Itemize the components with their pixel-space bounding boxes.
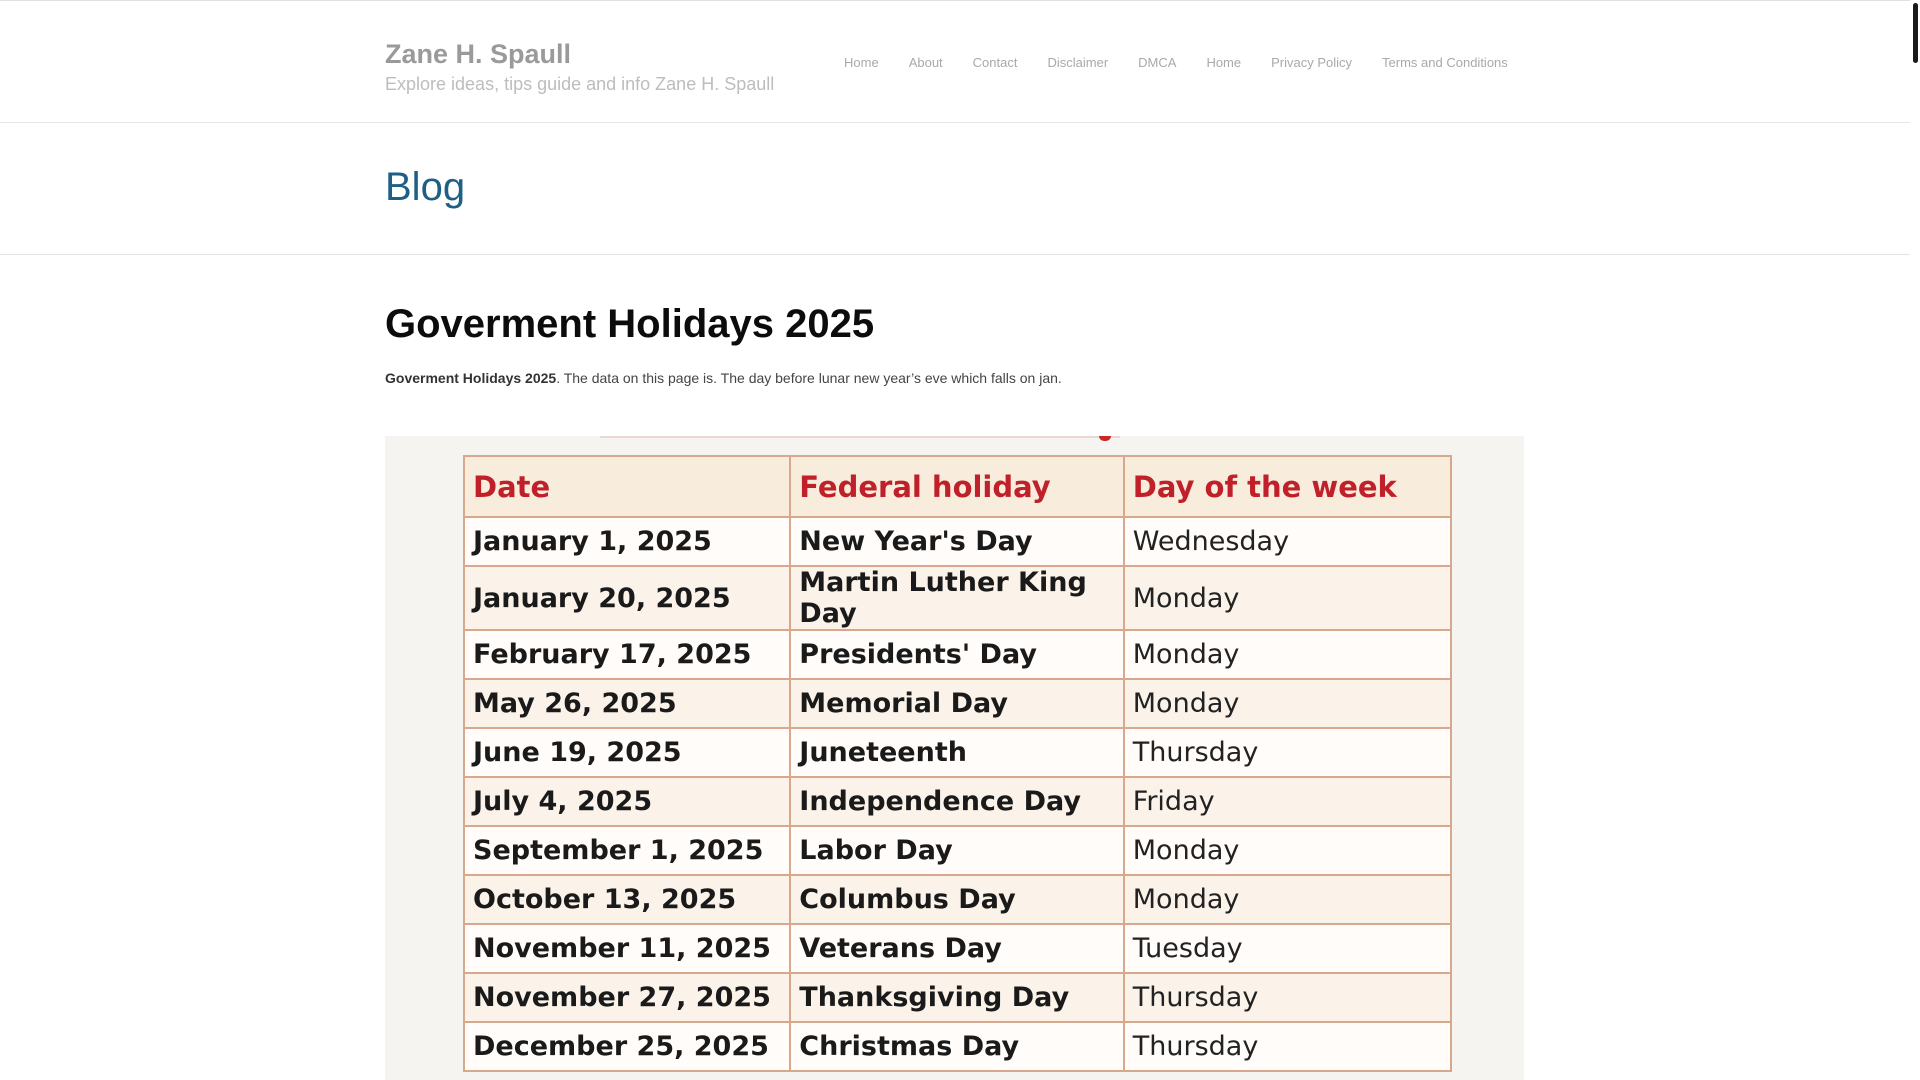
table-row [464, 566, 1451, 630]
table-row [464, 875, 1451, 924]
scrollbar-track[interactable] [1910, 0, 1920, 1080]
cell-date: November 27, 2025 [464, 973, 790, 1022]
cell-holiday: Presidents' Day [790, 630, 1123, 679]
cell-day: Monday [1124, 875, 1451, 924]
cell-day: Friday [1124, 777, 1451, 826]
scrollbar-thumb[interactable] [1913, 3, 1918, 63]
cell-holiday: Labor Day [790, 826, 1123, 875]
cell-day: Monday [1124, 566, 1451, 630]
nav-item-home-2[interactable]: Home [1206, 55, 1242, 70]
cell-day: Thursday [1124, 973, 1451, 1022]
table-row [464, 777, 1451, 826]
post-excerpt [385, 369, 1062, 387]
main-nav [844, 55, 1508, 71]
post-image[interactable] [385, 436, 1524, 1080]
page-title[interactable]: Blog [385, 165, 466, 209]
brand [385, 37, 774, 95]
nav-item-home[interactable]: Home [844, 55, 879, 70]
cell-date: May 26, 2025 [464, 679, 790, 728]
title-band [0, 123, 1910, 255]
cell-day: Thursday [1124, 728, 1451, 777]
holiday-table-body [464, 517, 1451, 1071]
cell-day: Monday [1124, 826, 1451, 875]
cell-holiday: Independence Day [790, 777, 1123, 826]
cell-day: Wednesday [1124, 517, 1451, 566]
column-header-holiday: Federal holiday [790, 456, 1123, 517]
cell-date: February 17, 2025 [464, 630, 790, 679]
table-row [464, 630, 1451, 679]
cell-date: December 25, 2025 [464, 1022, 790, 1071]
image-top-line [600, 436, 1120, 438]
site-title[interactable]: Zane H. Spaull [385, 39, 572, 69]
table-row [464, 973, 1451, 1022]
image-red-mark [1099, 436, 1111, 441]
nav-item-terms[interactable]: Terms and Conditions [1382, 55, 1508, 70]
post-excerpt-text: . The data on this page is. The day before lunar new year’s eve which falls on jan. [556, 370, 1062, 386]
table-row [464, 826, 1451, 875]
nav-item-privacy-policy[interactable]: Privacy Policy [1271, 55, 1353, 70]
cell-holiday: Columbus Day [790, 875, 1123, 924]
cell-holiday: Memorial Day [790, 679, 1123, 728]
holiday-table [463, 455, 1452, 1072]
cell-holiday: Thanksgiving Day [790, 973, 1123, 1022]
nav-item-dmca[interactable]: DMCA [1138, 55, 1177, 70]
cell-day: Monday [1124, 630, 1451, 679]
cell-date: July 4, 2025 [464, 777, 790, 826]
site-header [0, 0, 1910, 123]
table-row [464, 728, 1451, 777]
table-row [464, 924, 1451, 973]
post-excerpt-bold: Goverment Holidays 2025 [385, 370, 557, 386]
site-tagline: Explore ideas, tips guide and info Zane H. Spaull [385, 74, 775, 94]
cell-date: November 11, 2025 [464, 924, 790, 973]
cell-day: Thursday [1124, 1022, 1451, 1071]
cell-holiday: Martin Luther King Day [790, 566, 1123, 630]
nav-item-disclaimer[interactable]: Disclaimer [1047, 55, 1109, 70]
cell-day: Monday [1124, 679, 1451, 728]
cell-holiday: New Year's Day [790, 517, 1123, 566]
nav-item-contact[interactable]: Contact [972, 55, 1018, 70]
table-row [464, 679, 1451, 728]
cell-holiday: Christmas Day [790, 1022, 1123, 1071]
table-row [464, 1022, 1451, 1071]
nav-item-about[interactable]: About [908, 55, 943, 70]
post-title[interactable]: Goverment Holidays 2025 [385, 302, 875, 346]
cell-day: Tuesday [1124, 924, 1451, 973]
cell-holiday: Juneteenth [790, 728, 1123, 777]
cell-holiday: Veterans Day [790, 924, 1123, 973]
cell-date: September 1, 2025 [464, 826, 790, 875]
cell-date: January 20, 2025 [464, 566, 790, 630]
column-header-day: Day of the week [1124, 456, 1451, 517]
cell-date: January 1, 2025 [464, 517, 790, 566]
cell-date: June 19, 2025 [464, 728, 790, 777]
column-header-date: Date [464, 456, 790, 517]
table-row [464, 517, 1451, 566]
cell-date: October 13, 2025 [464, 875, 790, 924]
table-header-row [464, 456, 1451, 517]
